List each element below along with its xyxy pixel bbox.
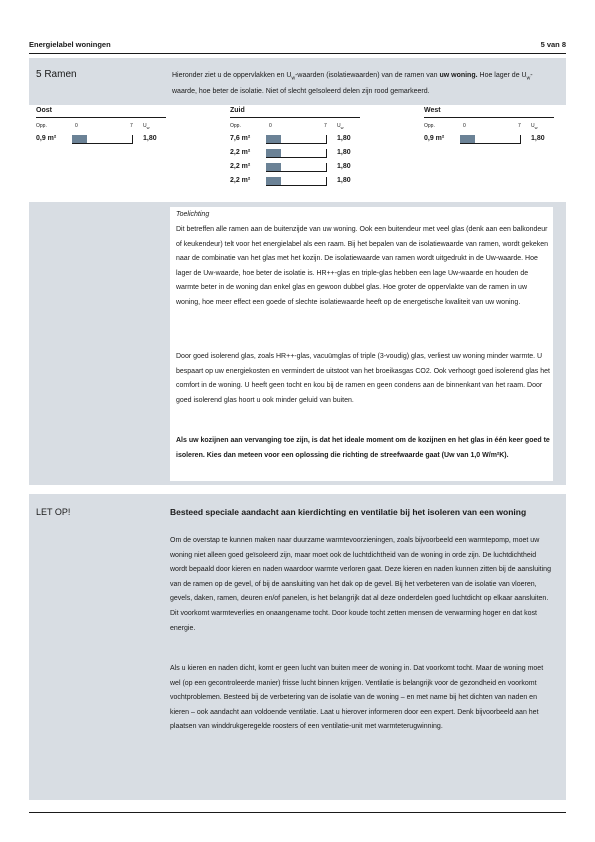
- window-column-name: West: [424, 107, 554, 118]
- header-divider: [29, 53, 566, 54]
- window-u-value: 1,80: [531, 135, 545, 142]
- window-row: [230, 175, 360, 189]
- u-value-bar-fill: [266, 177, 281, 185]
- window-u-value: 1,80: [337, 149, 351, 156]
- u-value-bar: [460, 135, 521, 144]
- scale-max-label: 7: [130, 123, 133, 129]
- window-area: 2,2 m²: [230, 149, 251, 156]
- scale-max-label: 7: [324, 123, 327, 129]
- window-row: [424, 133, 554, 147]
- section-intro: Hieronder ziet u de oppervlakken en $U_w$-waarden (isolatiewaarden) van de ramen van uw woning. Hoe lager de $U_w$-waarde, hoe beter de isolatie. Niet of slecht geïsoleerd delen zijn rood gemarkeerd.: [172, 72, 533, 96]
- window-area: 2,2 m²: [230, 163, 251, 170]
- window-u-value: 1,80: [143, 135, 157, 142]
- u-value-label: $U_w$: [337, 123, 344, 130]
- window-area: 0,9 m²: [36, 135, 57, 142]
- u-value-bar-fill: [266, 149, 281, 157]
- let-op-label: LET OP!: [36, 507, 71, 517]
- window-row: [230, 147, 360, 161]
- window-column-oost: [36, 107, 166, 147]
- window-area: 7,6 m²: [230, 135, 251, 142]
- toelichting-paragraph: Door goed isolerend glas, zoals HR++-glas, vacuümglas of triple (3-voudig) glas, verliest uw woning minder warmte. U bespaart op uw energiekosten en vermindert de uitstoot van het broeikasgas CO2. Ook verhoogt goed isolerend glas het comfort in de woning. U heeft geen tocht en kou bij de ramen en geen condens aan de binnenkant van het raam. Door goed isolerend glas hoort u ook minder geluid van buiten.: [176, 353, 550, 404]
- window-area: 0,9 m²: [424, 135, 445, 142]
- document-title: Energielabel woningen: [29, 40, 111, 49]
- window-column-name: Zuid: [230, 107, 360, 118]
- u-value-label: $U_w$: [143, 123, 150, 130]
- scale-min-label: 0: [269, 123, 272, 129]
- toelichting-box: [170, 207, 553, 481]
- toelichting-paragraph: Dit betreffen alle ramen aan de buitenzijde van uw woning. Ook een buitendeur met veel glas (denk aan een balkondeur of keukendeur) telt voor het energielabel als een raam. Bij het bepalen van de isolatiewaarde van ramen, wordt gekeken naar de combinatie van het glas met het kozijn. De isolatiewaarde van ramen wordt uitgedrukt in de Uw-waarde. Hoe lager de Uw-waarde, hoe beter de isolatie is. HR++-glas en triple-glas hebben een lage Uw-waarde en houden de warmte beter in de woning dan enkel glas en gewoon dubbel glas. Hoe groter de oppervlakte van de ramen in uw woning, hoe meer effect een goede of slechte isolatiewaarde heeft op de energetische kwaliteit van uw woning.: [176, 226, 549, 306]
- let-op-paragraph: Om de overstap te kunnen maken naar duurzame warmtevoorzieningen, zoals bijvoorbeeld een warmtepomp, moet uw woning niet alleen goed geïsoleerd zijn, maar moet ook de luchtdichtheid van de woning in orde zijn. De luchtdichtheid wordt bepaald door kieren en naden waardoor warmte verloren gaat. Deze kieren en naden kunnen zitten bij de aansluiting van de ramen op de gevel, of bij de aansluiting van het dak op de gevel. Bij het verbeteren van de isolatie van vloeren, gevels, daken, ramen, deuren en/of panelen, is het belangrijk dat al deze onderdelen goed luchtdicht op elkaar aansluiten. Dit voorkomt warmteverlies en onaangename tocht. Door koude tocht zetten mensen de verwarming hoger en dat kost energie.: [170, 537, 551, 632]
- area-label: Opp.: [424, 123, 435, 129]
- window-scale-header: [230, 121, 360, 133]
- area-label: Opp.: [230, 123, 241, 129]
- window-column-zuid: [230, 107, 360, 189]
- u-value-label: $U_w$: [531, 123, 538, 130]
- u-value-bar: [266, 177, 327, 186]
- window-scale-header: [36, 121, 166, 133]
- u-value-bar: [266, 149, 327, 158]
- window-scale-header: [424, 121, 554, 133]
- let-op-paragraph: Als u kieren en naden dicht, komt er geen lucht van buiten meer de woning in. Dat voorkomt tocht. Maar de woning moet wel (op een gecontroleerde manier) frisse lucht binnen krijgen. Ventilatie is belangrijk voor de gezondheid en voorkomt vochtproblemen. Besteed bij de verbetering van de isolatie van de woning – en met name bij het dichten van naden en kieren – ook aandacht aan voldoende ventilatie. Laat u hierover informeren door een expert. Denk bijvoorbeeld aan het plaatsen van winddrukgeregelde roosters of een ventilatie-unit met warmteterugwinning.: [170, 665, 544, 731]
- u-value-bar: [266, 163, 327, 172]
- window-row: [230, 161, 360, 175]
- scale-max-label: 7: [518, 123, 521, 129]
- window-column-west: [424, 107, 554, 147]
- u-value-bar-fill: [460, 135, 475, 143]
- let-op-section: [29, 494, 566, 800]
- window-row: [230, 133, 360, 147]
- window-area: 2,2 m²: [230, 177, 251, 184]
- windows-panel: [29, 105, 566, 202]
- window-u-value: 1,80: [337, 177, 351, 184]
- window-column-name: Oost: [36, 107, 166, 118]
- area-label: Opp.: [36, 123, 47, 129]
- scale-min-label: 0: [463, 123, 466, 129]
- footer-divider: [29, 812, 566, 813]
- toelichting-heading: Toelichting: [176, 211, 210, 218]
- page-number: 5 van 8: [540, 40, 566, 49]
- let-op-title: Besteed speciale aandacht aan kierdichting en ventilatie bij het isoleren van een woning: [170, 507, 527, 517]
- u-value-bar: [266, 135, 327, 144]
- toelichting-advice: Als uw kozijnen aan vervanging toe zijn, is dat het ideale moment om de kozijnen en het glas in één keer goed te isoleren. Kies dan meteen voor een oplossing die richting de streefwaarde gaat (Uw van 1,0 W/m²K).: [176, 437, 550, 459]
- section-ramen: [29, 58, 566, 485]
- section-title: 5 Ramen: [36, 69, 77, 80]
- window-u-value: 1,80: [337, 135, 351, 142]
- u-value-bar-fill: [72, 135, 87, 143]
- u-value-bar-fill: [266, 163, 281, 171]
- scale-min-label: 0: [75, 123, 78, 129]
- window-u-value: 1,80: [337, 163, 351, 170]
- u-value-bar-fill: [266, 135, 281, 143]
- window-row: [36, 133, 166, 147]
- u-value-bar: [72, 135, 133, 144]
